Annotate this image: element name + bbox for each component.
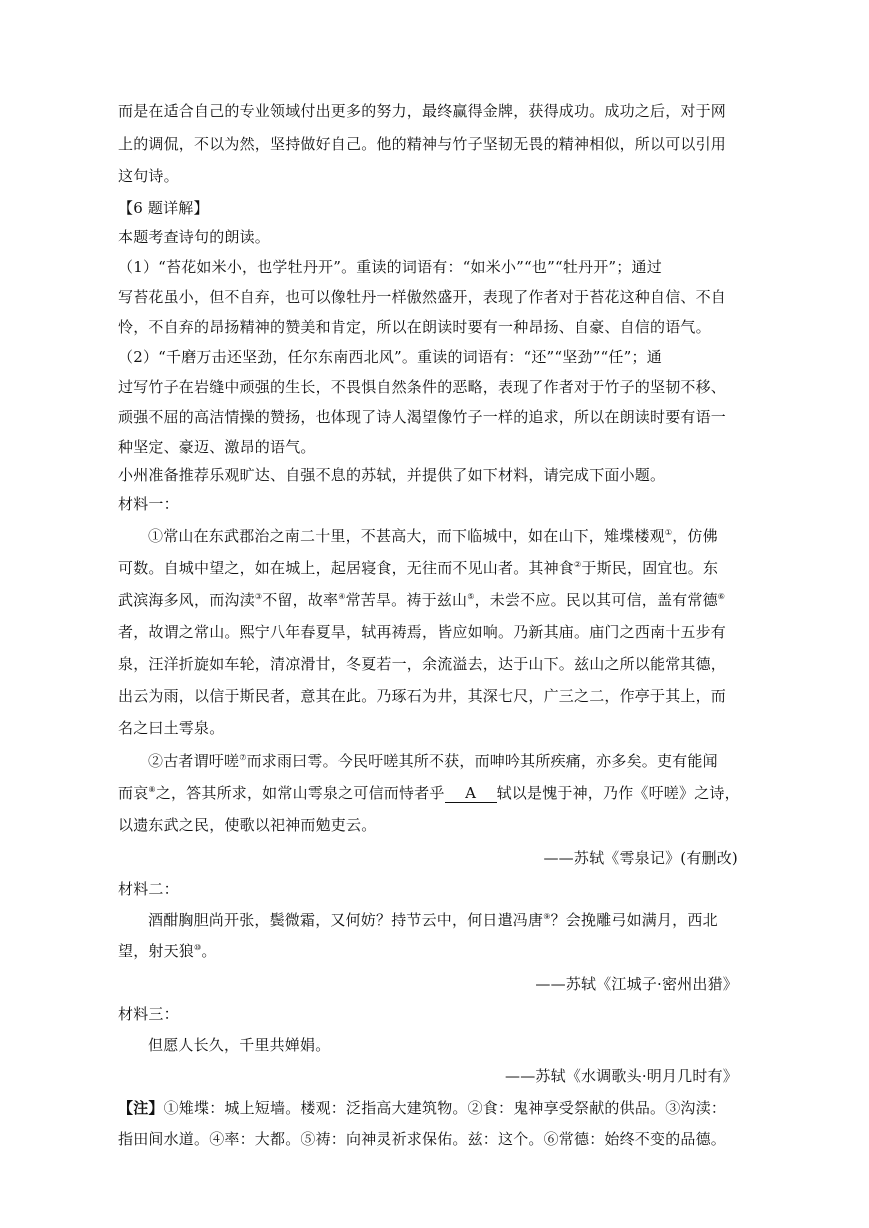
material-one-line: 以遗东武之民，使歌以祀神而勉吏云。 [118, 816, 377, 834]
text-line: 本题考查诗句的朗读。 [118, 228, 271, 246]
text-line: 上的调侃，不以为然，坚持做好自己。他的精神与竹子坚韧无畏的精神相似，所以可以引用 [118, 135, 727, 153]
notes-line: 【注】①雉堞：城上短墙。楼观：泛指高大建筑物。②食：鬼神享受祭献的供品。③沟渎： [118, 1099, 727, 1117]
answer-blank-a: A [445, 785, 497, 803]
material-label: 材料二： [118, 880, 179, 898]
material-one-line: ②古者谓吁嗟⑦而求雨曰雩。今民吁嗟其所不获，而呻吟其所疾痛，亦多矣。吏有能闻 [148, 752, 718, 770]
text-line: 怜，不自弃的昂扬精神的赞美和肯定，所以在朗读时要有一种昂扬、自豪、自信的语气。 [118, 318, 711, 336]
text-line: 小州准备推荐乐观旷达、自强不息的苏轼，并提供了如下材料，请完成下面小题。 [118, 466, 666, 484]
text-line: 写苔花虽小，但不自弃，也可以像牡丹一样傲然盛开，表现了作者对于苔花这种自信、不自 [118, 288, 727, 306]
text-line: 种坚定、豪迈、激昂的语气。 [118, 438, 316, 456]
material-two-line: 酒酣胸胆尚开张，鬓微霜，又何妨？持节云中，何日遣冯唐⑨？会挽雕弓如满月，西北 [148, 911, 718, 929]
material-one-line: 武滨海多风，而沟渎③不留，故率④常苦旱。祷于兹山⑤，未尝不应。民以其可信，盖有常德⑥ [118, 591, 726, 609]
notes-tag: 【注】 [118, 1099, 164, 1117]
section-heading: 【6 题详解】 [118, 199, 209, 217]
material-label: 材料一： [118, 495, 179, 513]
material-label: 材料三： [118, 1005, 179, 1023]
text-line: 顽强不屈的高洁情操的赞扬，也体现了诗人渴望像竹子一样的追求，所以在朗读时要有语一 [118, 408, 727, 426]
text-line: （2）“千磨万击还坚劲，任尔东南西北风”。重读的词语有：“还”“坚劲”“任”；通 [118, 348, 662, 366]
material-one-line: 名之曰土雩泉。 [118, 719, 225, 737]
text-line: （1）“苔花如米小，也学牡丹开”。重读的词语有：“如米小”“也”“牡丹开”；通过 [118, 258, 662, 276]
material-one-line: 者，故谓之常山。熙宁八年春夏旱，轼再祷焉，皆应如响。乃新其庙。庙门之西南十五步有 [118, 623, 727, 641]
source-citation: ——苏轼《水调歌头·明月几时有》 [505, 1067, 738, 1085]
material-two-line: 望，射天狼⑩。 [118, 942, 217, 960]
text-line: 这句诗。 [118, 167, 179, 185]
material-one-line: 出云为雨，以信于斯民者，意其在此。乃琢石为井，其深七尺，广三之二，作亭于其上，而 [118, 687, 727, 705]
material-three-line: 但愿人长久，千里共婵娟。 [148, 1036, 331, 1054]
material-one-line: ①常山在东武郡治之南二十里，不甚高大，而下临城中，如在山下，雉堞楼观①，仿佛 [148, 527, 718, 545]
source-citation: ——苏轼《雩泉记》(有删改) [543, 849, 738, 867]
material-one-line: 而哀⑧之，答其所求，如常山雩泉之可信而恃者乎 A 轼以是愧于神，乃作《吁嗟》之诗， [118, 784, 740, 802]
material-one-line: 可数。自城中望之，如在城上，起居寝食，无往而不见山者。其神食②于斯民，固宜也。东 [118, 559, 719, 577]
text-line: 过写竹子在岩缝中顽强的生长，不畏惧自然条件的恶略，表现了作者对于竹子的坚韧不移、 [118, 378, 727, 396]
material-one-line: 泉，汪洋折旋如车轮，清凉滑甘，冬夏若一，余流溢去，达于山下。兹山之所以能常其德， [118, 655, 727, 673]
source-citation: ——苏轼《江城子·密州出猎》 [535, 975, 738, 993]
text-line: 而是在适合自己的专业领域付出更多的努力，最终赢得金牌，获得成功。成功之后，对于网 [118, 102, 727, 120]
notes-line: 指田间水道。④率：大都。⑤祷：向神灵祈求保佑。兹：这个。⑥常德：始终不变的品德。 [118, 1130, 727, 1148]
